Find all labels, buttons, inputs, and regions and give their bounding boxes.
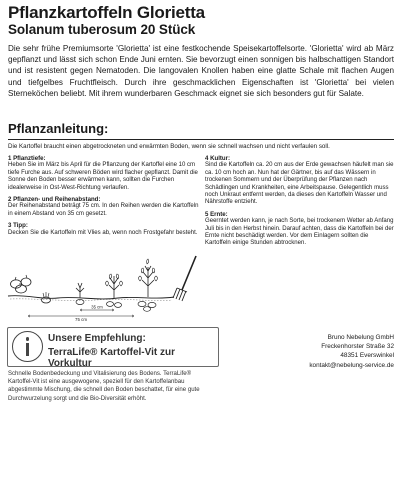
recommendation-heading: Unsere Empfehlung: xyxy=(48,333,146,344)
company-street: Freckenhorster Straße 32 xyxy=(321,343,394,351)
step-heading: 5 Ernte: xyxy=(205,210,228,218)
company-city: 48351 Everswinkel xyxy=(340,352,394,360)
row-spacing-dimension xyxy=(28,315,134,322)
recommendation-product: TerraLife® Kartoffel-Vit zur Vorkultur xyxy=(48,347,176,369)
company-name: Bruno Nebelung GmbH xyxy=(327,334,394,341)
company-email[interactable]: kontakt@nebelung-service.de xyxy=(309,361,394,369)
step-text: Sind die Kartoffeln ca. 20 cm aus der Erde gewachsen häufelt man sie ca. 10 cm hoch an. Nun hat der Gärtner, bis auf das Wässern in trockenen Sommern und der Überprüfung der Pflanzen nach Schädlingen und Krankheiten, eine Arbeitspause. Gelegentlich muss noch Unkraut entfernt werden, da dieses den Kartoffeln Wasser und Nährstoffe entzieht. xyxy=(205,162,394,206)
recommendation-text: Schnelle Bodenbedeckung und Vitalisierung des Bodens. TerraLife® Kartoffel-Vit ist eine ausgewogene, speziell für den Kartoffelanbau abgestimmte Mischung, die schnell den Boden beschattet, für eine gute Durchwurzelung sorgt und die Bio-Diversität erhöht. xyxy=(8,371,200,402)
row-spacing-label: 75 cm xyxy=(75,317,87,322)
potato-plant-icon xyxy=(138,259,158,311)
step-text: Geerntet werden kann, je nach Sorte, bei trockenem Wetter ab Anfang Juli bis in den Herbst hinein. Darauf achten, dass die Kartoffeln bei der Ernte nicht beschädigt werden. Vor dem Einlagern sollten die Kartoffeln einige Stunden abtrocknen. xyxy=(205,218,394,247)
company-address xyxy=(270,333,394,370)
planted-tuber-icon xyxy=(42,292,51,303)
section-heading: Pflanzanleitung: xyxy=(8,121,109,136)
step-text: Decken Sie die Kartoffeln mit Vlies ab, wenn noch Frostgefahr besteht. xyxy=(8,229,198,236)
instructions-left-column xyxy=(8,155,200,241)
planting-illustration xyxy=(6,252,202,322)
seed-potatoes-icon xyxy=(11,275,32,293)
instructions-lead: Die Kartoffel braucht einen abgetrockneten und erwärmten Boden, wenn sie schnell wachsen und nicht verfaulen soll. xyxy=(8,143,330,150)
step-heading: 3 Tipp: xyxy=(8,222,28,230)
page-subtitle: Solanum tuberosum 20 Stück xyxy=(8,22,196,37)
section-divider xyxy=(8,139,394,140)
potato-plant-icon xyxy=(76,283,84,305)
plant-spacing-label: 35 cm xyxy=(91,304,103,310)
instructions-right-column xyxy=(205,155,395,252)
intro-paragraph: Die sehr frühe Premiumsorte 'Glorietta' ist eine festkochende Speisekartoffelsorte. 'Glorietta' wird ab März gepflanzt und lässt sich schon Ende Juni ernten. Sie bevorzugt einen sonnigen bis halbschattigen Standort und ist resistent gegen Nematoden. Die langovalen Knollen haben eine glatte Schale mit flachen Augen und tiefgelbes Fruchtfleisch. Durch ihre geschmacklichen Eigenschaften ist 'Glorietta' bei vielen Sterneköchen beliebt. Mit ihrem wunderbaren Geschmack eignet sie sich besonders gut für Salate. xyxy=(8,44,394,98)
plant-spacing-dimension xyxy=(80,305,114,312)
potato-plant-icon xyxy=(106,274,123,307)
recommendation-box xyxy=(7,327,219,367)
step-heading: 4 Kultur: xyxy=(205,155,231,162)
step-heading: 1 Pflanztiefe: xyxy=(8,155,46,162)
step-heading: 2 Pflanzen- und Reihenabstand: xyxy=(8,196,101,204)
step-text: Heben Sie im März bis April für die Pflanzung der Kartoffel eine 10 cm tiefe Furche aus. Auf schweren Böden wird flacher gepflanzt. Damit die Sonne den Boden besser erwärmen kann, sollten die Furchen idealerweise in Ost-West-Richtung verlaufen. xyxy=(8,162,198,191)
page-title: Pflanzkartoffeln Glorietta xyxy=(8,3,205,22)
step-text: Der Reihenabstand beträgt 75 cm. In den Reihen werden die Kartoffeln in einem Abstand von 35 cm gesetzt. xyxy=(8,203,199,217)
info-icon xyxy=(12,331,43,362)
garden-fork-icon xyxy=(173,256,196,301)
